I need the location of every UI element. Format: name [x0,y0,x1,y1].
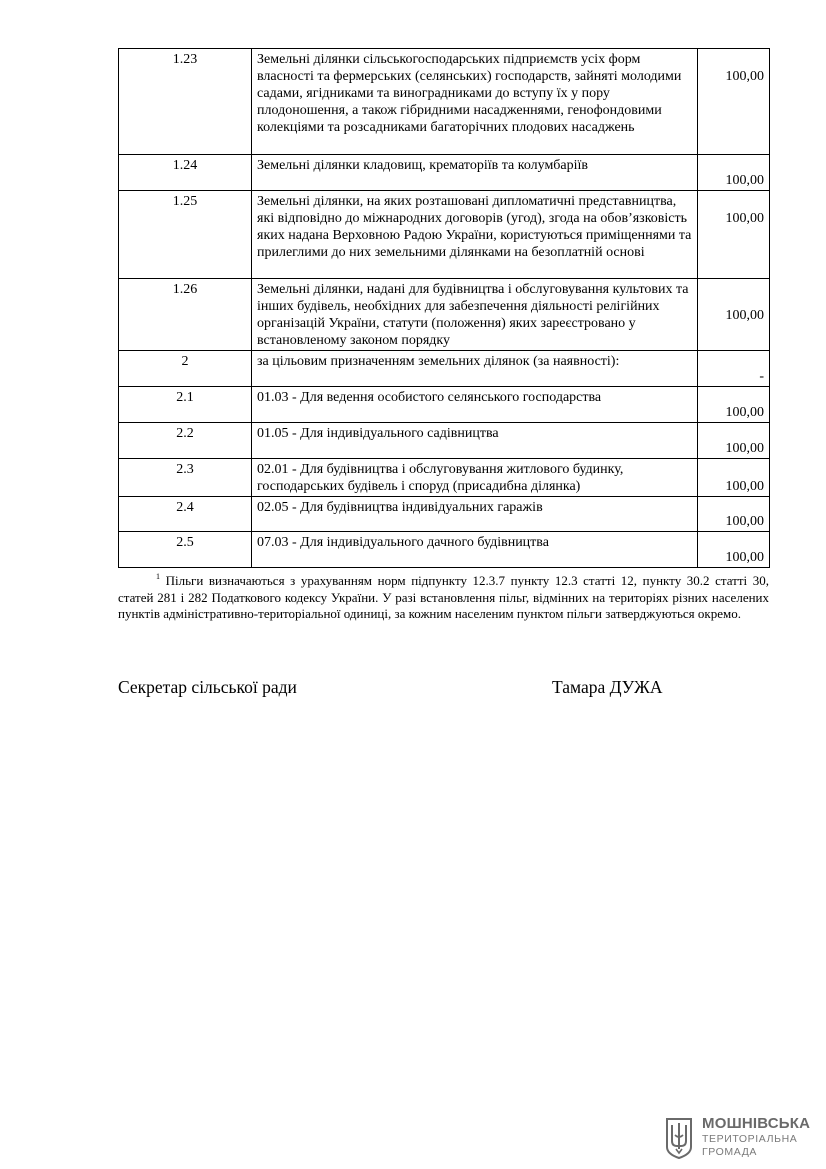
row-description: 01.05 - Для індивідуального садівництва [252,423,698,459]
signatory-title: Секретар сільської ради [118,677,297,697]
row-value: 100,00 [698,387,770,423]
table-row [119,49,770,155]
row-number: 1.26 [119,279,252,351]
table-row [119,532,770,568]
table-row [119,459,770,497]
table-row [119,387,770,423]
row-value: 100,00 [698,279,770,351]
row-description: Земельні ділянки сільськогосподарських підприємств усіх форм власності та фермерських (селянських) господарств, зайняті молодими садами, ягідниками та виноградниками до вступу їх у пору плодоношення, а також гібридними насадженнями, генофондовими колекціями та розсадниками багаторічних плодових насаджень [252,49,698,155]
land-benefits-table [118,48,770,568]
row-description: 07.03 - Для індивідуального дачного будівництва [252,532,698,568]
row-number: 2 [119,351,252,387]
row-description: Земельні ділянки, надані для будівництва і обслуговування культових та інших будівель, необхідних для забезпечення діяльності релігійних організацій України, статути (положення) яких зареєстровано у встановленому законом порядку [252,279,698,351]
signatory-name: Тамара ДУЖА [552,677,663,697]
row-number: 2.3 [119,459,252,497]
footnote-text: Пільги визначаються з урахуванням норм підпункту 12.3.7 пункту 12.3 статті 12, пункту 30.2 статті 30, статей 281 і 282 Податкового кодексу України. У разі встановлення пільг, відмінних на територіях різних населених пунктів адміністративно-територіальної одиниці, за кожним населеним пунктом пільги затверджуються окремо. [118,573,770,621]
row-value: 100,00 [698,459,770,497]
row-description: 02.01 - Для будівництва і обслуговування житлового будинку, господарських будівель і споруд (присадибна ділянка) [252,459,698,497]
table-row [119,351,770,387]
row-description: 01.03 - Для ведення особистого селянського господарства [252,387,698,423]
row-number: 2.4 [119,497,252,532]
row-number: 1.25 [119,191,252,279]
row-value: - [698,351,770,387]
logo-line-2: ТЕРИТОРІАЛЬНА [702,1133,798,1145]
row-number: 2.1 [119,387,252,423]
row-value: 100,00 [698,191,770,279]
logo-line-1: МОШНІВСЬКА [702,1115,811,1132]
row-value: 100,00 [698,423,770,459]
row-value: 100,00 [698,497,770,532]
footnote [118,573,769,623]
row-number: 2.2 [119,423,252,459]
row-description: Земельні ділянки, на яких розташовані дипломатичні представництва, які відповідно до міжнародних договорів (угод), згода на обов’язковість яких надана Верховною Радою України, користуються приміщеннями та прилеглими до них земельними ділянками на безоплатній основі [252,191,698,279]
row-value: 100,00 [698,49,770,155]
table-row [119,191,770,279]
row-value: 100,00 [698,155,770,191]
row-number: 1.24 [119,155,252,191]
community-logo [664,1115,811,1161]
row-description: Земельні ділянки кладовищ, крематоріїв та колумбаріїв [252,155,698,191]
row-description: 02.05 - Для будівництва індивідуальних гаражів [252,497,698,532]
table-row [119,155,770,191]
trident-emblem-icon [664,1117,694,1159]
table-row [119,423,770,459]
table-row [119,279,770,351]
row-number: 1.23 [119,49,252,155]
row-number: 2.5 [119,532,252,568]
logo-line-3: ГРОМАДА [702,1146,758,1158]
row-value: 100,00 [698,532,770,568]
table-row [119,497,770,532]
row-description: за цільовим призначенням земельних ділянок (за наявності): [252,351,698,387]
footnote-marker: 1 [156,572,160,581]
